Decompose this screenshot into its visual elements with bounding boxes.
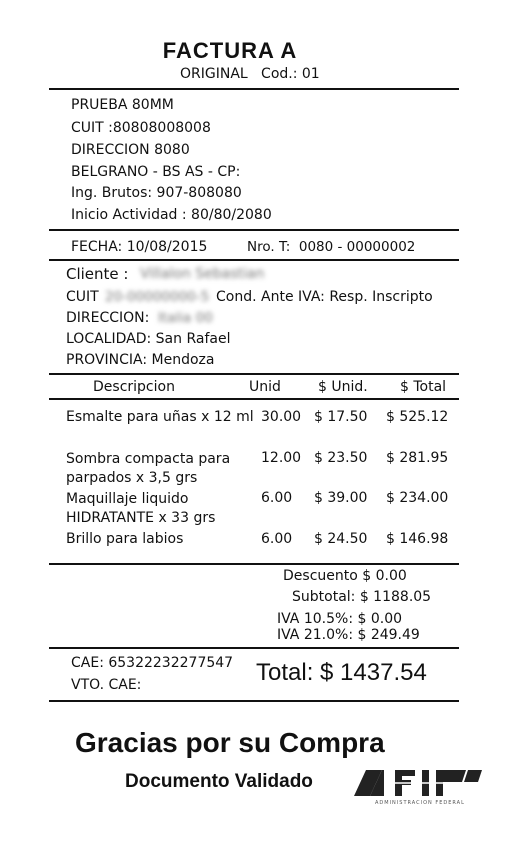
row-description: Sombra compacta para parpados x 3,5 grs (66, 451, 231, 486)
issuer-city: BELGRANO - BS AS - CP: (71, 164, 241, 180)
thanks-message: Gracias por su Compra (75, 727, 385, 758)
header-precio-unid: $ Unid. (318, 379, 368, 395)
row-description: Brillo para labios (66, 531, 184, 547)
row-description: Esmalte para uñas x 12 ml (66, 409, 254, 425)
row-precio-unid: $ 39.00 (314, 490, 368, 506)
client-cuit-label: CUIT (66, 289, 99, 305)
client-cond-iva: Cond. Ante IVA: Resp. Inscripto (216, 289, 433, 305)
grand-total: Total: $ 1437.54 (256, 659, 427, 686)
header-total: $ Total (400, 379, 447, 395)
client-address-label: DIRECCION: (66, 310, 150, 326)
cae: CAE: 65322232277547 (71, 655, 234, 671)
issuer-ing-brutos: Ing. Brutos: 907-808080 (71, 185, 242, 201)
invoice-date: FECHA: 10/08/2015 (71, 239, 208, 255)
client-label: Cliente : (66, 265, 129, 283)
iva-21: IVA 21.0%: $ 249.49 (277, 627, 420, 643)
row-precio-unid: $ 24.50 (314, 531, 368, 547)
row-total: $ 281.95 (386, 450, 449, 466)
row-total: $ 146.98 (386, 531, 449, 547)
client-address-redacted: Italia 00 (158, 310, 213, 326)
issuer-address: DIRECCION 8080 (71, 142, 190, 158)
row-precio-unid: $ 23.50 (314, 450, 368, 466)
row-unid: 6.00 (261, 490, 293, 506)
divider-totals (49, 647, 459, 649)
invoice-number: Nro. T: 0080 - 00000002 (247, 239, 416, 255)
row-unid: 30.00 (261, 409, 302, 425)
afip-logo-icon (350, 766, 490, 812)
row-description: Maquillaje liquido HIDRATANTE x 33 grs (66, 491, 216, 526)
client-cuit-redacted: 20-00000000-5 (105, 289, 210, 305)
issuer-inicio-actividad: Inicio Actividad : 80/80/2080 (71, 207, 272, 223)
divider-footer (49, 700, 459, 702)
row-unid: 6.00 (261, 531, 293, 547)
issuer-cuit: CUIT :80808008008 (71, 120, 211, 136)
invoice-title: FACTURA A (162, 38, 298, 63)
row-total: $ 234.00 (386, 490, 449, 506)
client-provincia: PROVINCIA: Mendoza (66, 352, 215, 368)
invoice-subtitle: ORIGINAL Cod.: 01 (180, 66, 320, 82)
divider-issuer (49, 229, 459, 231)
issuer-name: PRUEBA 80MM (71, 97, 174, 113)
divider-client (49, 373, 459, 375)
iva-10-5: IVA 10.5%: $ 0.00 (277, 611, 403, 627)
subtotal: Subtotal: $ 1188.05 (292, 589, 432, 605)
document-validated: Documento Validado (125, 771, 313, 792)
row-total: $ 525.12 (386, 409, 449, 425)
divider-table-header (49, 398, 459, 400)
divider-items (49, 563, 459, 565)
row-precio-unid: $ 17.50 (314, 409, 368, 425)
divider-top (49, 88, 459, 90)
divider-invoice (49, 259, 459, 261)
vto-cae: VTO. CAE: (71, 677, 142, 693)
header-unid: Unid (249, 379, 281, 395)
header-descripcion: Descripcion (93, 379, 175, 395)
row-unid: 12.00 (261, 450, 302, 466)
afip-subtitle: ADMINISTRACION FEDERAL (375, 800, 465, 806)
client-name-redacted: Villalon Sebastian (140, 266, 265, 282)
descuento: Descuento $ 0.00 (283, 568, 407, 584)
client-localidad: LOCALIDAD: San Rafael (66, 331, 231, 347)
